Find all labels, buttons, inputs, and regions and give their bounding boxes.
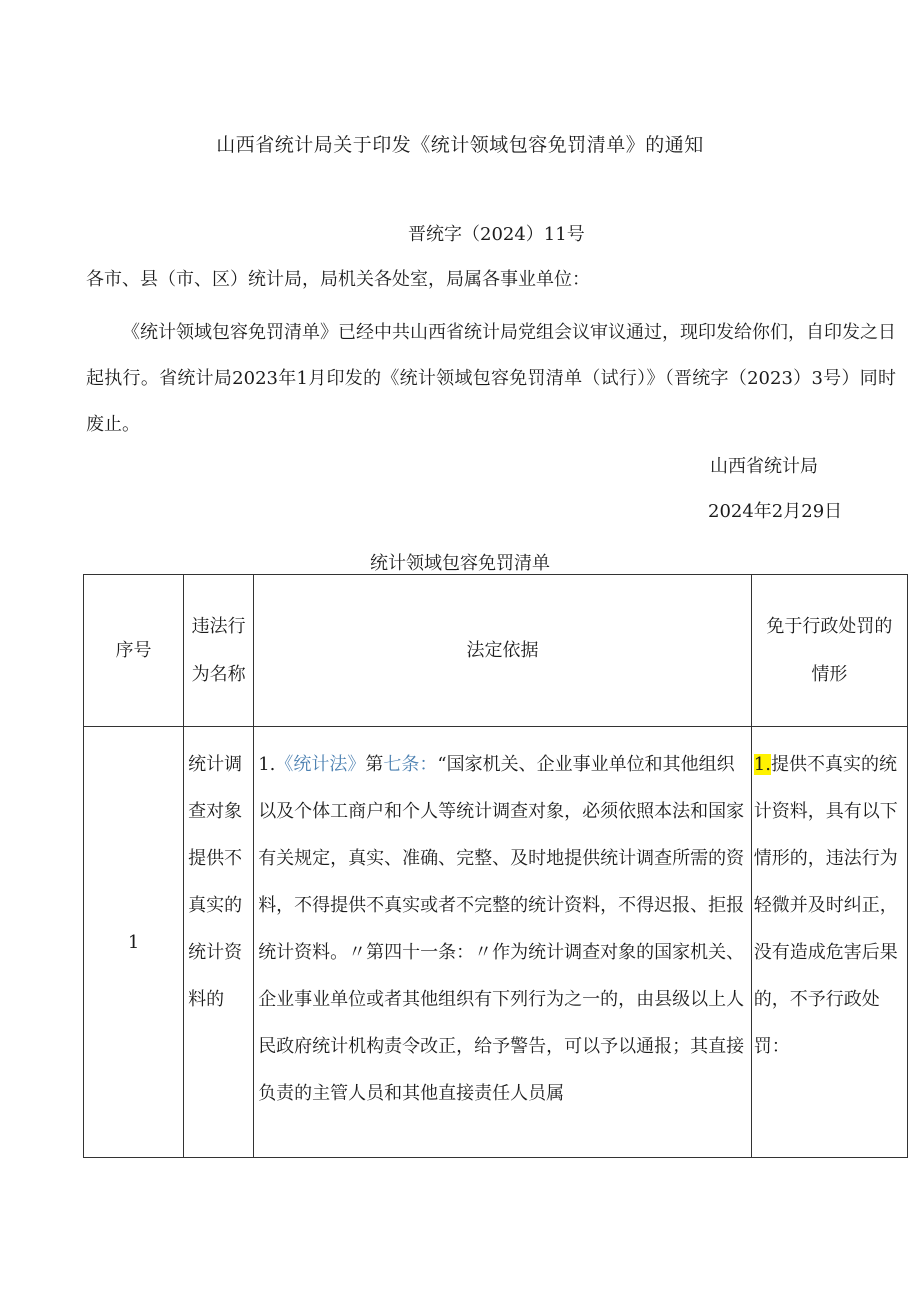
exemption-text: 提供不真实的统计资料，具有以下情形的，违法行为轻微并及时纠正，没有造成危害后果的，不予行政处罚： — [753, 754, 898, 1057]
salutation: 各市、县（市、区）统计局，局机关各处室，局属各事业单位： — [86, 269, 590, 290]
violation-name: 统计调查对象提供不真实的统计资料的 — [188, 754, 243, 1010]
issuer-signature: 山西省统计局 — [710, 456, 818, 477]
exemption-circumstances — [754, 741, 905, 1070]
header-exemption-circumstances: 免于行政处罚的情形 — [751, 575, 907, 727]
statistics-law-link[interactable]: 《统计法》 — [275, 754, 366, 775]
notice-body: 《统计领域包容免罚清单》已经中共山西省统计局党组会议审议通过，现印发给你们，自印发之日起执行。省统计局2023年1月印发的《统计领域包容免罚清单（试行）》（晋统字（2023）3号）同时废止。 — [86, 322, 896, 435]
document-number: 晋统字（2024）11号 — [408, 224, 585, 245]
header-legal-basis: 法定依据 — [254, 575, 752, 727]
basis-item-number: 1. — [258, 754, 276, 775]
exemption-list-table — [83, 574, 908, 1158]
header-no: 序号 — [84, 575, 184, 727]
table-header-row — [84, 575, 908, 727]
header-violation-name: 违法行为名称 — [184, 575, 254, 727]
row-number: 1 — [84, 727, 184, 1158]
basis-text: “国家机关、企业事业单位和其他组织以及个体工商户和个人等统计调查对象，必须依照本法和国家有关规定，真实、准确、完整、及时地提供统计调查所需的资料，不得提供不真实或者不完整的统计资料，不得迟报、拒报统计资料。〃第四十一条：〃作为统计调查对象的国家机关、企业事业单位或者其他组织有下列行为之一的，由县级以上人民政府统计机构责令改正，给予警告，可以予以通报；其直接负责的主管人员和其他直接责任人员属 — [258, 754, 745, 1104]
notice-title: 山西省统计局关于印发《统计领域包容免罚清单》的通知 — [216, 134, 704, 156]
issue-date: 2024年2月29日 — [708, 501, 843, 522]
basis-article-prefix: 第 — [365, 754, 384, 775]
highlighted-item-number: 1. — [753, 754, 771, 775]
table-caption: 统计领域包容免罚清单 — [370, 553, 550, 574]
article-seven-link[interactable]: 七条： — [383, 754, 438, 775]
legal-basis — [258, 741, 745, 1117]
table-row — [84, 727, 908, 1158]
